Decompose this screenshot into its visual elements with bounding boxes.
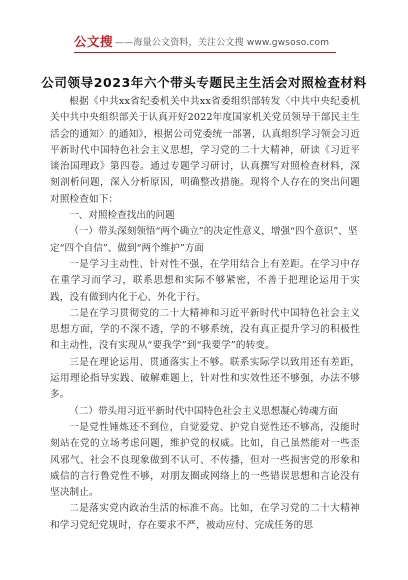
header-divider — [74, 52, 336, 53]
logo-tagline: ——海量公文资料，关注公文搜 www.gwsoso.com — [115, 37, 330, 48]
body-paragraph: 一是党性锤炼还不到位，自觉爱党、护党自觉性还不够高，没能时刻站在党的立场考虑问题，维护党的权威。比如，自己虽然能对一些歪风邪气、社会不良现象做到不认可、不传播，但对一些损害党的形象和威信的言行鲁党性不够，对朋友圈或网络上的一些错误思想和言论没有坚决制止。 — [50, 421, 360, 499]
section-heading: （一）带头深刻领悟“两个确立”的决定性意义，增强“四个意识”、坚定“四个自信”、做到“两个维护”方面 — [50, 226, 358, 254]
logo-text: 公文搜 — [74, 34, 114, 49]
site-logo[interactable] — [74, 33, 329, 49]
body-paragraph: 三是在理论运用、贯通落实上不够。联系实际学以致用还有差距，运用理论指导实践、破解难题上，针对性和实效性还不够强，办法不够多。 — [50, 356, 360, 401]
section-heading: 一、对照检查找出的问题 — [69, 210, 175, 222]
document-title: 公司领导2023年六个带头专题民主生活会对照检查材料 — [41, 75, 367, 90]
body-paragraph: 一是学习主动性、针对性不强，在学用结合上有差距。在学习中存在重学习而学习，联系思想和实际不够紧密，不善于把理论运用于实践，没有做到内化于心、外化于行。 — [50, 258, 360, 303]
body-paragraph: 二是在学习贯彻党的二十大精神和习近平新时代中国特色社会主义思想方面，学的不深不透，学的不够系统，没有真正提升学习的积极性和主动性，没有实现从“要我学”到“我要学”的转变。 — [50, 307, 360, 352]
document-body — [50, 94, 360, 534]
page-header — [0, 0, 408, 60]
body-paragraph: 根据《中共xx省纪委机关中共xx省委组织部转发〈中共中央纪委机关中共中央组织部关于认真开好2022年度国家机关党员领导干部民主生活会的通知〉的通知》，根据公司党委统一部署，认真组织学习领会习近平新时代中国特色社会主义思想，学习党的二十大精神，研读《习近平谈治国理政》第四卷。通过专题学习研讨，认真撰写对照检查材料，深刻剖析问题，深入分析原因，明确整改措施。现将个人存在的突出问题对照检查如下： — [50, 96, 360, 205]
section-heading: （二）带头用习近平新时代中国特色社会主义思想凝心铸魂方面 — [69, 405, 338, 417]
body-paragraph: 二是落实党内政治生活的标准不高。比如，在学习党的二十大精神和学习党纪党规时，存在要求不严，被动应付、完成任务的思 — [50, 503, 360, 531]
